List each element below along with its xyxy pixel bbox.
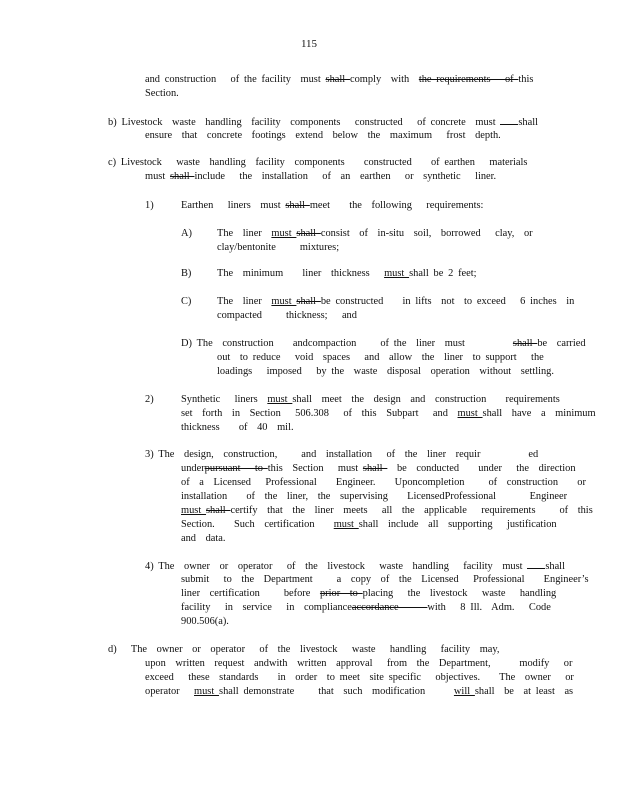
text-run: of a Licensed Professional Engineer. Uponcompletion of construction or (181, 477, 586, 488)
text-line (108, 156, 527, 170)
text-run: The minimum liner thickness (217, 268, 385, 279)
text-run: shall be at least as (474, 686, 574, 697)
deleted-text: shall (285, 200, 310, 211)
text-line (181, 476, 586, 490)
text-run: Synthetic liners (181, 394, 268, 405)
text-line (181, 518, 557, 532)
text-run: set forth in Section 506.308 of this Subpart and (181, 408, 458, 419)
text-run: A) (181, 228, 192, 239)
text-run: under (181, 463, 205, 474)
text-run: c) Livestock waste handling facility components constructed of earthen materials (108, 157, 528, 168)
text-run: ensure that concrete footings extend below the maximum frost depth. (145, 130, 501, 141)
text-line (181, 601, 551, 615)
inserted-text: must (271, 228, 297, 239)
text-run: exceed these standards in order to meet site specific objectives. The owner or (145, 672, 574, 683)
text-run: 1) (145, 200, 154, 211)
text-run: be carried (537, 338, 586, 349)
deleted-text: pursuant to (204, 463, 268, 474)
text-run: and construction of the facility must (145, 74, 326, 85)
text-line (181, 407, 596, 421)
text-run: comply with (349, 74, 419, 85)
text-line (145, 559, 565, 574)
inserted-text: must (194, 686, 220, 697)
text-run: upon written request andwith written approval from the Department, modify or (145, 658, 573, 669)
text-line (181, 573, 589, 587)
inserted-text: must (271, 296, 297, 307)
text-run: loadings imposed by the waste disposal operation without settling. (217, 366, 554, 377)
text-line (217, 227, 533, 241)
text-run: this Section must (267, 463, 363, 474)
text-run: Section. (145, 88, 179, 99)
text-line (217, 309, 357, 323)
text-run: shall (545, 561, 565, 572)
blank-line (500, 115, 518, 125)
text-run: shall demonstrate that such modification (219, 686, 454, 697)
text-line (108, 115, 538, 130)
inserted-text: must (181, 505, 207, 516)
text-run: b) Livestock waste handling facility components constructed of concrete must (108, 117, 501, 128)
deleted-text: shall (512, 338, 538, 349)
text-run: shall meet the design and construction requirements (292, 394, 560, 405)
text-run: d) The owner or operator of the livestock waste handling facility may, (108, 644, 500, 655)
text-run: The liner (217, 296, 272, 307)
text-run: C) (181, 296, 192, 307)
text-run: out to reduce void spaces and allow the liner to support the (217, 352, 544, 363)
text-run: this (518, 74, 534, 85)
text-line (217, 351, 544, 365)
text-line (217, 241, 339, 255)
text-run: must (145, 171, 171, 182)
text-run: installation of the liner, the supervising LicensedProfessional Engineer (181, 491, 568, 502)
text-line (181, 462, 576, 476)
inserted-text: must (267, 394, 293, 405)
text-line (108, 643, 500, 657)
text-run: be constructed in lifts not to exceed 6 inches in (320, 296, 575, 307)
inserted-text: must (457, 408, 483, 419)
text-run: liner certification before (181, 588, 320, 599)
text-line (181, 337, 586, 351)
text-run: shall have a minimum (482, 408, 596, 419)
inserted-text: must (333, 519, 359, 530)
text-run: include the installation of an earthen or synthetic liner. (194, 171, 497, 182)
text-run: be conducted under the direction (387, 463, 576, 474)
text-line (217, 365, 554, 379)
text-line (181, 393, 560, 407)
text-line (181, 532, 226, 546)
deleted-text: accordance (351, 602, 428, 613)
text-line (181, 227, 192, 241)
text-run: B) (181, 268, 192, 279)
text-run: certify that the liner meets all the applicable requirements of this (230, 505, 593, 516)
text-line (145, 129, 501, 143)
text-run: with 8 Ill. Adm. Code (427, 602, 551, 613)
text-line (145, 87, 179, 101)
text-line (181, 587, 556, 601)
text-line (181, 267, 191, 281)
text-line (181, 199, 483, 213)
text-line (145, 657, 572, 671)
deleted-text: shall (362, 463, 388, 474)
blank-line (527, 559, 545, 569)
inserted-text: must (384, 268, 410, 279)
text-line (145, 448, 538, 462)
text-run: shall (518, 117, 539, 128)
text-run: consist of in-situ soil, borrowed clay, or (320, 228, 533, 239)
text-run: submit to the Department a copy of the Licensed Professional Engineer’s (181, 574, 589, 585)
text-line (181, 490, 567, 504)
text-run: 900.506(a). (181, 616, 229, 627)
text-run: compacted thickness; and (217, 310, 357, 321)
deleted-text: the requirements of (418, 74, 519, 85)
deleted-text: shall (206, 505, 231, 516)
page-number: 115 (300, 38, 318, 50)
text-run: placing the livestock waste handling (362, 588, 557, 599)
text-run: 3) The design, construction, and installation of the liner requir ed (145, 449, 539, 460)
text-line (145, 685, 573, 699)
text-run: shall be 2 feet; (409, 268, 477, 279)
text-run: meet the following requirements: (309, 200, 484, 211)
text-run: shall include all supporting justification (358, 519, 557, 530)
text-line (217, 295, 574, 309)
deleted-text: prior to (319, 588, 363, 599)
text-run: Section. Such certification (181, 519, 334, 530)
text-line (181, 615, 229, 629)
text-line (145, 671, 574, 685)
text-run: thickness of 40 mil. (181, 422, 294, 433)
deleted-text: shall (296, 228, 321, 239)
text-run: Earthen liners must (181, 200, 286, 211)
text-line (145, 73, 533, 87)
text-run: and data. (181, 533, 226, 544)
text-line (145, 170, 496, 184)
text-line (181, 295, 191, 309)
text-line (145, 393, 154, 407)
inserted-text: will (453, 686, 475, 697)
text-line (145, 199, 154, 213)
text-run: D) The construction andcompaction of the liner must (181, 338, 513, 349)
text-line (217, 267, 477, 281)
deleted-text: shall (296, 296, 321, 307)
text-run: clay/bentonite mixtures; (217, 242, 340, 253)
text-line (181, 421, 294, 435)
deleted-text: shall (170, 171, 195, 182)
text-run: facility in service in compliance (181, 602, 352, 613)
text-run: 4) The owner or operator of the livestock waste handling facility must (145, 561, 528, 572)
text-line (181, 504, 593, 518)
text-run: The liner (217, 228, 272, 239)
text-run: 2) (145, 394, 154, 405)
deleted-text: shall (325, 74, 350, 85)
text-run: operator (145, 686, 195, 697)
